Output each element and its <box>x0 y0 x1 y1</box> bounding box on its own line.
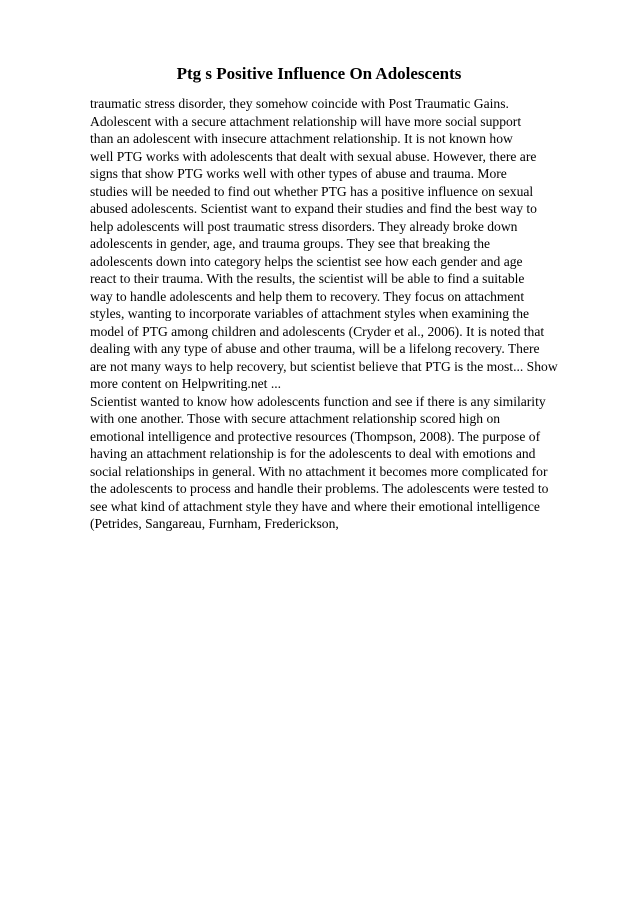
body-line: Scientist wanted to know how adolescents function and see if there is any similarity <box>90 393 546 409</box>
body-line: adolescents down into category helps the scientist see how each gender and age <box>90 253 523 269</box>
body-line: Adolescent with a secure attachment relationship will have more social support <box>90 113 522 129</box>
body-line: help adolescents will post traumatic stress disorders. They already broke down <box>90 218 518 234</box>
body-line: adolescents in gender, age, and trauma groups. They see that breaking the <box>90 236 491 251</box>
body-line: emotional intelligence and protective resources (Thompson, 2008). The purpose of <box>90 428 541 444</box>
document-body <box>90 95 590 533</box>
body-line: more content on Helpwriting.net ... <box>90 376 282 391</box>
body-line: styles, wanting to incorporate variables of attachment styles when examining the <box>90 306 530 321</box>
body-line: are not many ways to help recovery, but scientist believe that PTG is the most... Show <box>90 358 558 374</box>
body-line: the adolescents to process and handle their problems. The adolescents were tested to <box>90 481 549 496</box>
body-line: model of PTG among children and adolescents (Cryder et al., 2006). It is noted that <box>90 323 545 339</box>
body-line: with one another. Those with secure attachment relationship scored high on <box>90 411 501 426</box>
body-line: signs that show PTG works well with other types of abuse and trauma. More <box>90 166 507 181</box>
body-line: see what kind of attachment style they have and where their emotional intelligence <box>90 498 540 514</box>
body-line: dealing with any type of abuse and other trauma, will be a lifelong recovery. There <box>90 341 540 356</box>
body-line: studies will be needed to find out whether PTG has a positive influence on sexual <box>90 183 534 199</box>
body-line: way to handle adolescents and help them to recovery. They focus on attachment <box>90 288 525 304</box>
document-title: Ptg s Positive Influence On Adolescents <box>176 64 462 83</box>
body-line: than an adolescent with insecure attachment relationship. It is not known how <box>90 131 513 146</box>
body-line: react to their trauma. With the results, the scientist will be able to find a suitable <box>90 271 525 286</box>
body-line: well PTG works with adolescents that dealt with sexual abuse. However, there are <box>90 148 537 164</box>
body-line: traumatic stress disorder, they somehow coincide with Post Traumatic Gains. <box>90 96 509 111</box>
body-line: abused adolescents. Scientist want to expand their studies and find the best way to <box>90 201 537 216</box>
body-line: social relationships in general. With no attachment it becomes more complicated for <box>90 463 548 479</box>
body-line: having an attachment relationship is for the adolescents to deal with emotions and <box>90 446 536 461</box>
body-line: (Petrides, Sangareau, Furnham, Frederickson, <box>90 516 339 531</box>
